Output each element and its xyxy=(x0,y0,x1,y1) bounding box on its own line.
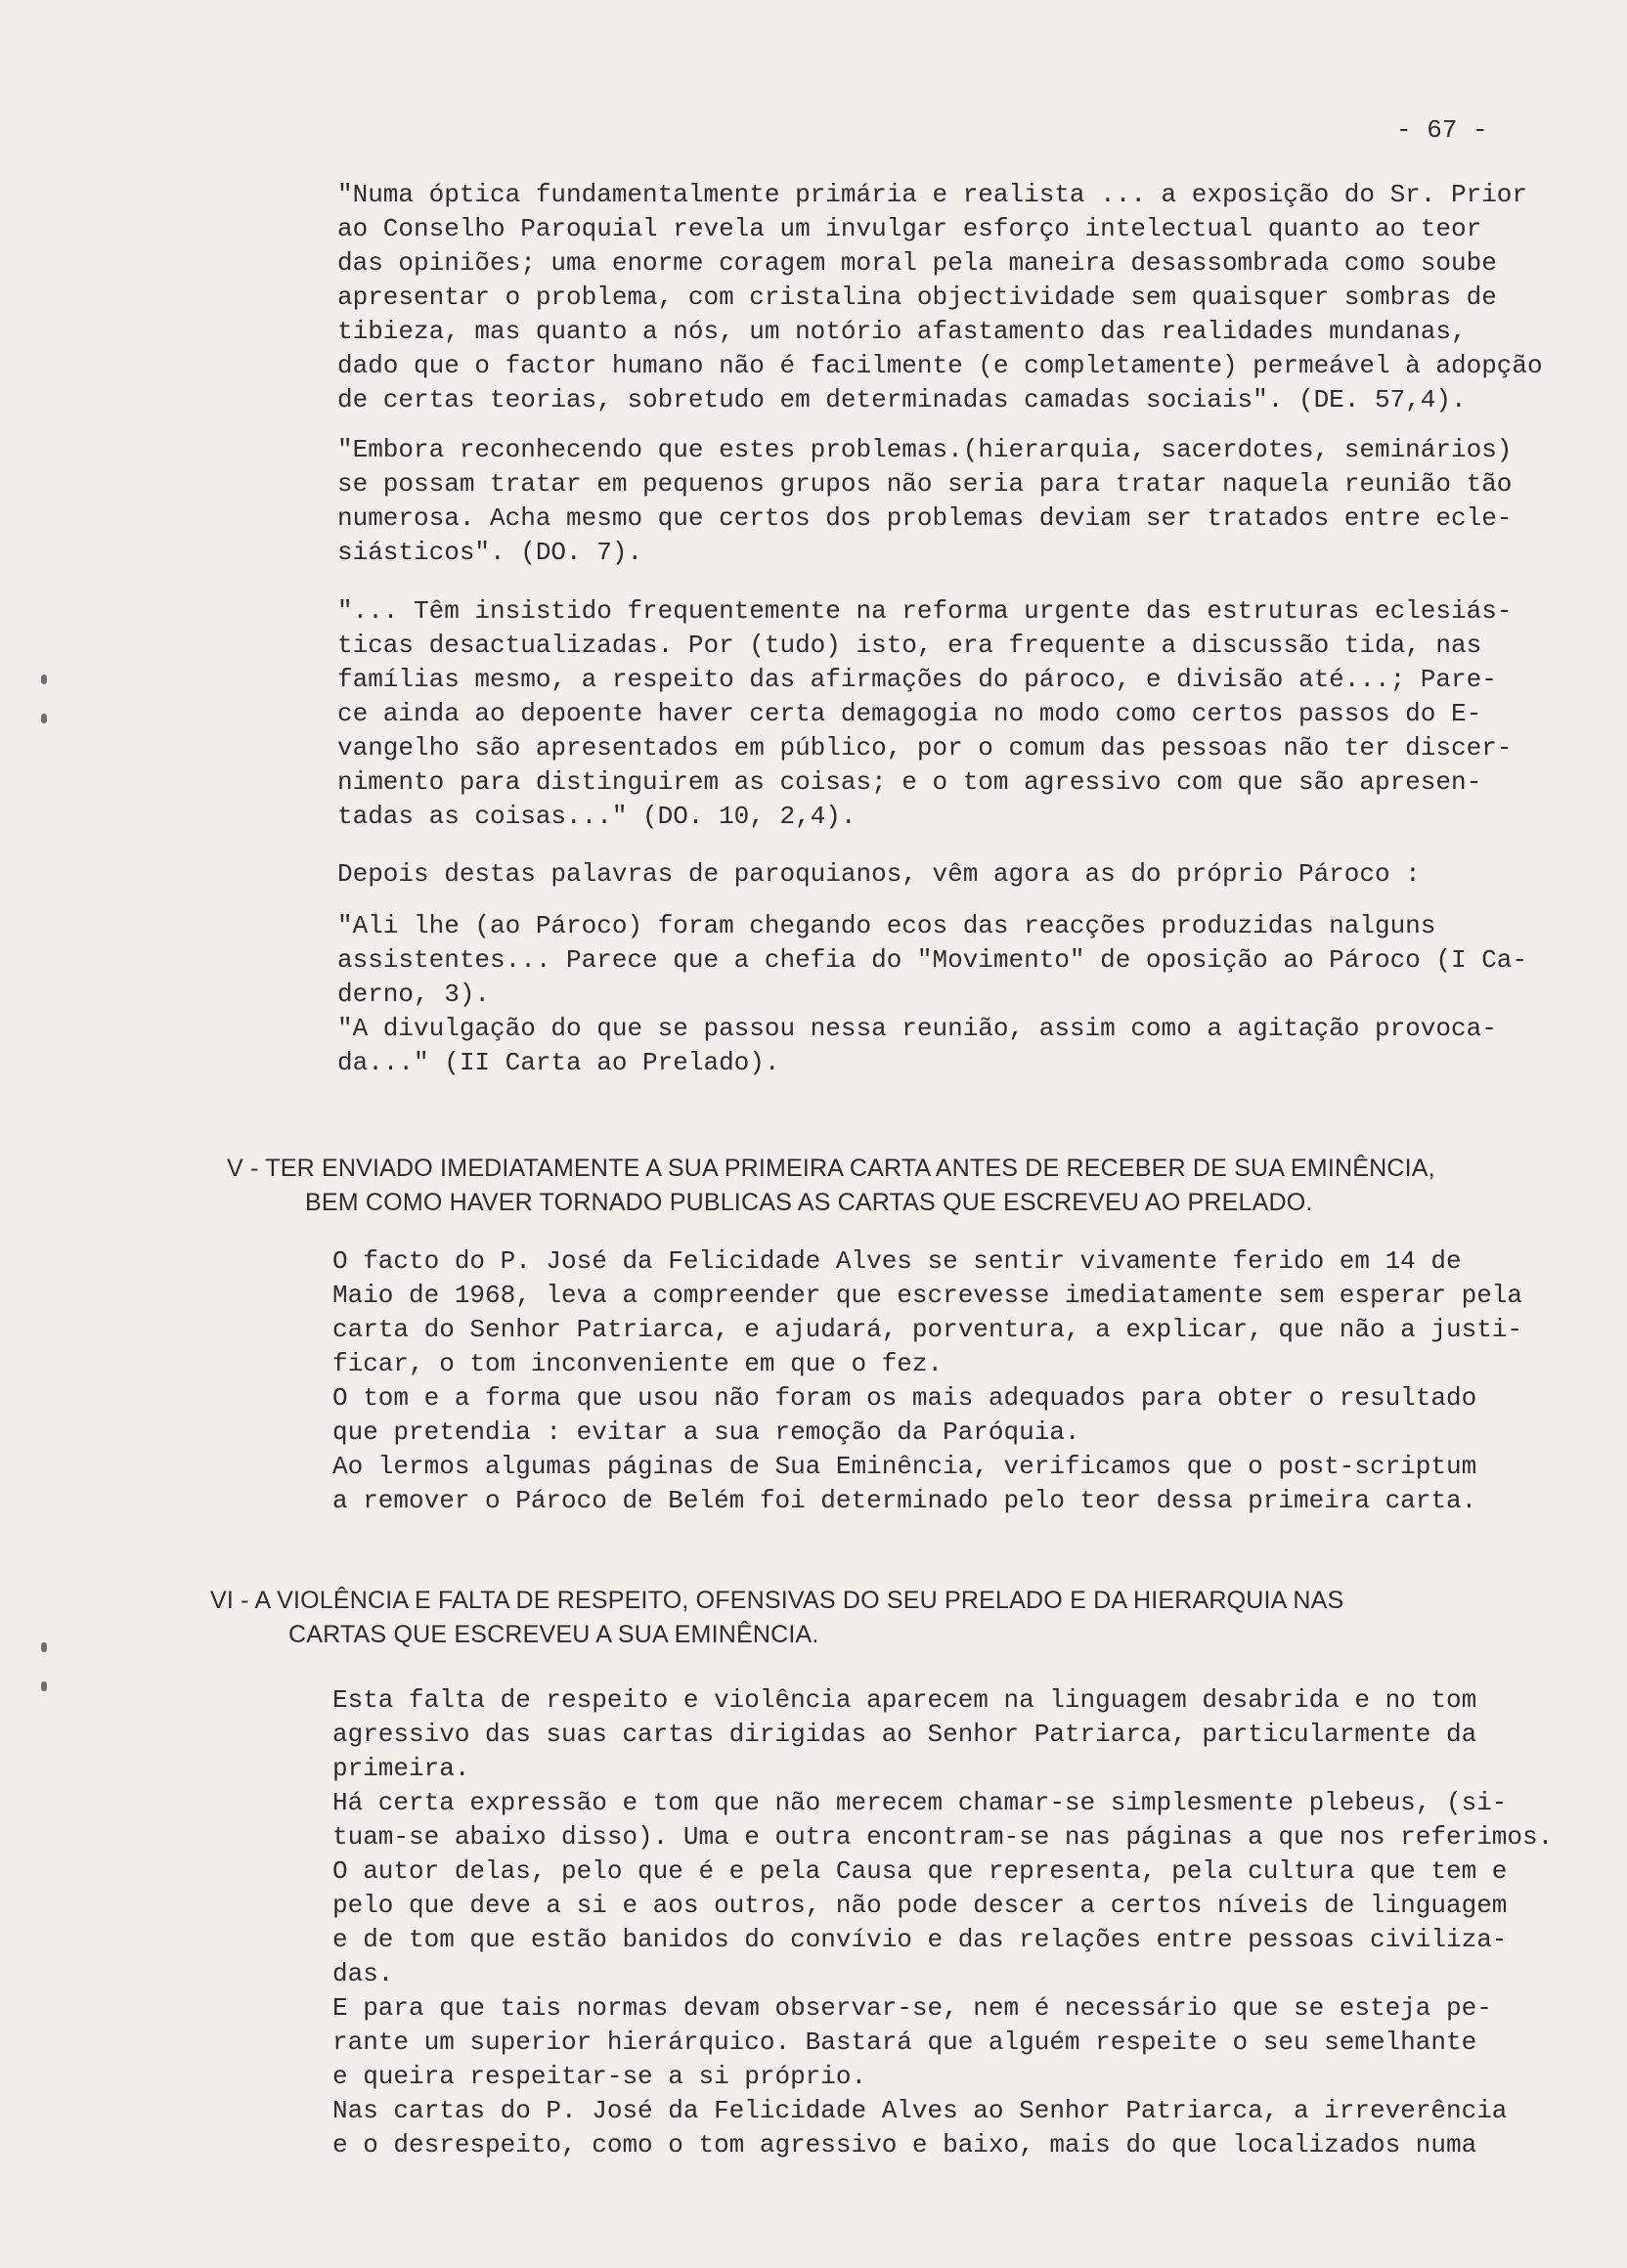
text-line: e o desrespeito, como o tom agressivo e baixo, mais do que localizados numa xyxy=(332,2130,1477,2159)
text-line: tibieza, mas quanto a nós, um notório afastamento das realidades mundanas, xyxy=(337,317,1467,346)
binding-mark xyxy=(41,675,47,684)
text-line: pelo que deve a si e aos outros, não pode descer a certos níveis de linguagem xyxy=(332,1891,1508,1920)
binding-mark xyxy=(41,1642,47,1652)
text-line: tadas as coisas..." (DO. 10, 2,4). xyxy=(337,802,857,831)
text-line: carta do Senhor Patriarca, e ajudará, porventura, a explicar, que não a justi- xyxy=(332,1315,1522,1344)
text-line: da..." (II Carta ao Prelado). xyxy=(337,1048,780,1077)
section-vi-heading xyxy=(210,1584,1599,1652)
text-line: famílias mesmo, a respeito das afirmações do pároco, e divisão até...; Pare- xyxy=(337,665,1497,694)
text-line: e de tom que estão banidos do convívio e das relações entre pessoas civiliza- xyxy=(332,1925,1508,1954)
text-line: assistentes... Parece que a chefia do "Movimento" de oposição ao Pároco (I Ca- xyxy=(337,945,1527,975)
text-line: Maio de 1968, leva a compreender que escrevesse imediatamente sem esperar pela xyxy=(332,1281,1522,1310)
text-line: que pretendia : evitar a sua remoção da Paróquia. xyxy=(332,1418,1080,1447)
quote-paragraph-2 xyxy=(337,433,1560,570)
intro-paragraph xyxy=(337,857,1560,892)
text-line: numerosa. Acha mesmo que certos dos problemas deviam ser tratados entre ecle- xyxy=(337,503,1513,533)
heading-line: V - TER ENVIADO IMEDIATAMENTE A SUA PRIMEIRA CARTA ANTES DE RECEBER DE SUA EMINÊNCIA, xyxy=(227,1155,1435,1182)
text-line: derno, 3). xyxy=(337,980,491,1009)
text-line: O facto do P. José da Felicidade Alves se sentir vivamente ferido em 14 de xyxy=(332,1246,1462,1276)
section-vi-body xyxy=(332,1683,1555,2162)
text-line: ficar, o tom inconveniente em que o fez. xyxy=(332,1349,944,1378)
text-line: "A divulgação do que se passou nessa reunião, assim como a agitação provoca- xyxy=(337,1014,1497,1043)
text-line: ao Conselho Paroquial revela um invulgar esforço intelectual quanto ao teor xyxy=(337,214,1482,243)
quote-paragraph-1 xyxy=(337,178,1560,417)
text-line: tuam-se abaixo disso). Uma e outra encontram-se nas páginas a que nos referimos. xyxy=(332,1822,1554,1852)
section-v-heading xyxy=(227,1152,1615,1220)
text-line: "Embora reconhecendo que estes problemas.(hierarquia, sacerdotes, seminários) xyxy=(337,435,1513,464)
text-line: a remover o Pároco de Belém foi determinado pelo teor dessa primeira carta. xyxy=(332,1486,1477,1515)
text-line: "Ali lhe (ao Pároco) foram chegando ecos das reacções produzidas nalguns xyxy=(337,911,1436,940)
text-line: das opiniões; uma enorme coragem moral pela maneira desassombrada como soube xyxy=(337,248,1497,278)
heading-line: VI - A VIOLÊNCIA E FALTA DE RESPEITO, OFENSIVAS DO SEU PRELADO E DA HIERARQUIA NAS xyxy=(210,1587,1344,1614)
text-line: vangelho são apresentados em público, por o comum das pessoas não ter discer- xyxy=(337,733,1513,763)
text-line: "... Têm insistido frequentemente na reforma urgente das estruturas eclesiás- xyxy=(337,596,1513,626)
page-number: - 67 - xyxy=(1396,115,1488,145)
section-v-body xyxy=(332,1244,1555,1518)
text-line: primeira. xyxy=(332,1754,470,1783)
quote-paragraph-4 xyxy=(337,909,1560,1080)
text-line: e queira respeitar-se a si próprio. xyxy=(332,2062,867,2091)
text-line: agressivo das suas cartas dirigidas ao Senhor Patriarca, particularmente da xyxy=(332,1720,1477,1749)
text-line: ticas desactualizadas. Por (tudo) isto, era frequente a discussão tida, nas xyxy=(337,631,1482,660)
text-line: nimento para distinguirem as coisas; e o tom agressivo com que são apresen- xyxy=(337,767,1482,797)
text-line: Depois destas palavras de paroquianos, vêm agora as do próprio Pároco : xyxy=(337,859,1421,889)
text-line: Ao lermos algumas páginas de Sua Eminência, verificamos que o post-scriptum xyxy=(332,1452,1477,1481)
heading-line: BEM COMO HAVER TORNADO PUBLICAS AS CARTAS QUE ESCREVEU AO PRELADO. xyxy=(305,1189,1313,1216)
text-line: O autor delas, pelo que é e pela Causa que representa, pela cultura que tem e xyxy=(332,1856,1508,1886)
text-line: siásticos". (DO. 7). xyxy=(337,538,643,567)
text-line: das. xyxy=(332,1959,394,1988)
text-line: de certas teorias, sobretudo em determinadas camadas sociais". (DE. 57,4). xyxy=(337,385,1467,414)
text-line: "Numa óptica fundamentalmente primária e realista ... a exposição do Sr. Prior xyxy=(337,180,1527,209)
text-line: rante um superior hierárquico. Bastará que alguém respeite o seu semelhante xyxy=(332,2028,1477,2057)
text-line: se possam tratar em pequenos grupos não seria para tratar naquela reunião tão xyxy=(337,469,1513,499)
binding-mark xyxy=(41,1681,47,1691)
text-line: Nas cartas do P. José da Felicidade Alves ao Senhor Patriarca, a irreverência xyxy=(332,2096,1508,2125)
quote-paragraph-3 xyxy=(337,594,1560,834)
text-line: Esta falta de respeito e violência aparecem na linguagem desabrida e no tom xyxy=(332,1685,1477,1715)
text-line: E para que tais normas devam observar-se, nem é necessário que se esteja pe- xyxy=(332,1993,1492,2023)
text-line: apresentar o problema, com cristalina objectividade sem quaisquer sombras de xyxy=(337,283,1497,312)
heading-line: CARTAS QUE ESCREVEU A SUA EMINÊNCIA. xyxy=(288,1621,819,1648)
text-line: O tom e a forma que usou não foram os mais adequados para obter o resultado xyxy=(332,1383,1477,1413)
text-line: dado que o factor humano não é facilmente (e completamente) permeável à adopção xyxy=(337,351,1543,380)
binding-mark xyxy=(41,714,47,723)
text-line: Há certa expressão e tom que não merecem chamar-se simplesmente plebeus, (si- xyxy=(332,1788,1508,1817)
text-line: ce ainda ao depoente haver certa demagogia no modo como certos passos do E- xyxy=(337,699,1482,728)
